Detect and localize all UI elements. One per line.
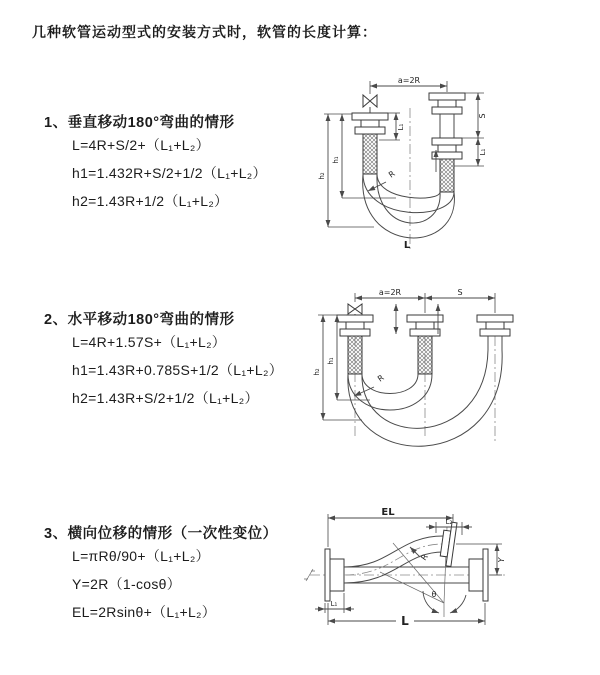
section1-heading: 1、垂直移动180°弯曲的情形 bbox=[44, 115, 235, 131]
dim-label-r: R bbox=[386, 169, 397, 180]
diagram-vertical-bend bbox=[312, 70, 592, 265]
hose-braided-section bbox=[363, 134, 377, 174]
hose-s-curve bbox=[344, 536, 443, 567]
hose-arc bbox=[377, 174, 440, 223]
hose-arc bbox=[362, 374, 418, 394]
hose-braided-section bbox=[418, 336, 432, 374]
dim-label-h2: h₂ bbox=[318, 172, 326, 180]
hose-braided-section bbox=[348, 336, 362, 374]
dim-label-s: S bbox=[457, 288, 463, 297]
valve-icon bbox=[363, 95, 377, 107]
dim-label-l1-right: L₁ bbox=[479, 148, 487, 156]
page-title: 几种软管运动型式的安装方式时，软管的长度计算： bbox=[32, 24, 377, 40]
flange-left bbox=[325, 549, 344, 601]
dim-label-l: L bbox=[401, 614, 409, 628]
formula-line: L=πRθ/90+（L₁+L₂） bbox=[72, 548, 210, 564]
flange-right-lower bbox=[432, 138, 462, 159]
section2-heading: 2、水平移动180°弯曲的情形 bbox=[44, 312, 235, 328]
valve-icon bbox=[348, 304, 362, 314]
formula-line: h1=1.432R+S/2+1/2（L₁+L₂） bbox=[72, 165, 267, 181]
dim-label-y: Y bbox=[497, 557, 506, 563]
formula-line: h1=1.43R+0.785S+1/2（L₁+L₂） bbox=[72, 362, 283, 378]
formula-line: L=4R+1.57S+（L₁+L₂） bbox=[72, 334, 227, 350]
formula-line: EL=2Rsinθ+（L₁+L₂） bbox=[72, 604, 217, 620]
diagram-lateral-shift bbox=[303, 503, 598, 663]
section1-formulas bbox=[72, 138, 267, 222]
dim-label-h1: h₁ bbox=[332, 156, 340, 164]
section3-formulas bbox=[72, 549, 216, 633]
dim-label-s: S bbox=[478, 113, 487, 119]
dim-label-l2: L₂ bbox=[445, 518, 453, 526]
dim-label-el: EL bbox=[381, 507, 395, 518]
dim-label-r: R bbox=[419, 552, 430, 563]
hose-arc bbox=[377, 174, 440, 198]
formula-line: L=4R+S/2+（L₁+L₂） bbox=[72, 137, 210, 153]
dim-label-a2r: a=2R bbox=[378, 288, 402, 297]
section2-formulas bbox=[72, 335, 283, 419]
flange-right bbox=[469, 549, 488, 601]
section3-heading: 3、横向位移的情形（一次性变位） bbox=[44, 526, 278, 542]
dim-label-a2r: a=2R bbox=[397, 76, 421, 85]
radius-leader bbox=[354, 387, 374, 396]
hose-arc bbox=[348, 374, 432, 410]
flange-displaced-end bbox=[439, 521, 457, 566]
hose-braided-section bbox=[440, 159, 454, 192]
dim-label-theta: θ bbox=[431, 590, 437, 599]
flange-left bbox=[352, 113, 388, 134]
dim-label-l1: L₁ bbox=[330, 600, 338, 608]
dim-label-h1: h₁ bbox=[327, 357, 335, 365]
angle-arc bbox=[450, 595, 466, 613]
flange-right-shifted bbox=[477, 315, 513, 336]
flange-left bbox=[337, 315, 373, 336]
dim-label-l1-left: L₁ bbox=[397, 123, 405, 131]
flange-right-upper bbox=[429, 93, 465, 114]
diagram-horizontal-bend bbox=[310, 288, 600, 458]
formula-line: h2=1.43R+1/2（L₁+L₂） bbox=[72, 193, 229, 209]
formula-line: Y=2R（1-cosθ） bbox=[72, 576, 182, 592]
dim-label-h2: h₂ bbox=[313, 368, 321, 376]
dim-label-r: R bbox=[375, 373, 386, 384]
dim-label-l: L bbox=[403, 240, 411, 251]
formula-line: h2=1.43R+S/2+1/2（L₁+L₂） bbox=[72, 390, 259, 406]
